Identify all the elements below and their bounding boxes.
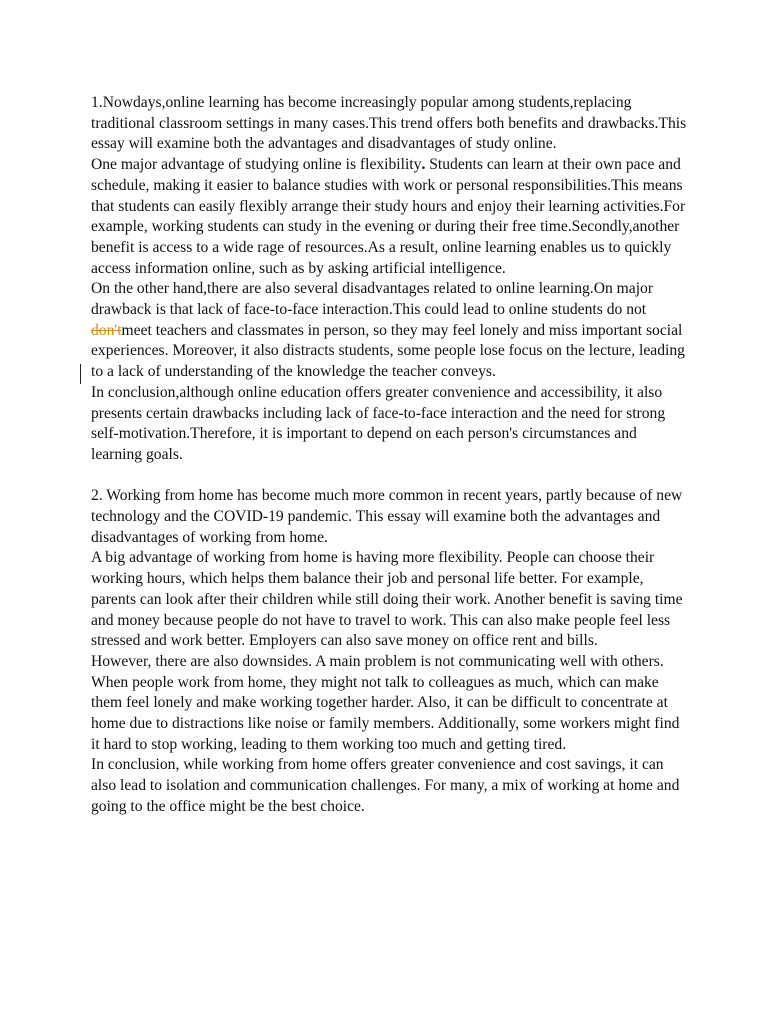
essay2-disadvantages-paragraph: However, there are also downsides. A main problem is not communicating well with others. When people work from home, they might not talk to colleagues as much, which can make them feel lonely and make working together harder. Also, it can be difficult to concentrate at home due to distractions like noise or family members. Additionally, some workers might find it hard to stop working, leading to them working too much and getting tired.	[91, 652, 680, 753]
text-cursor	[80, 364, 81, 384]
blank-line	[91, 466, 691, 487]
tracked-deletion[interactable]: don't	[91, 321, 122, 339]
essay1-disadvantages-text-b: meet teachers and classmates in person, so they may feel lonely and miss important social experiences. Moreover, it also distracts students, some people lose focus on the lecture, leading to a lack of understanding of the knowledge the teacher conveys.	[91, 321, 685, 381]
essay1-advantages-text-a: One major advantage of studying online is flexibility	[91, 156, 422, 174]
essay1-intro-paragraph: 1.Nowdays,online learning has become increasingly popular among students,replacing traditional classroom settings in many cases.This trend offers both benefits and drawbacks.This essay will examine both the advantages and disadvantages of study online.	[91, 94, 687, 153]
essay1-advantages-bold-period: .	[421, 156, 426, 174]
document-body[interactable]	[91, 93, 691, 818]
essay1-advantages-paragraph	[91, 155, 691, 279]
essay2-intro-paragraph: 2. Working from home has become much more common in recent years, partly because of new technology and the COVID-19 pandemic. This essay will examine both the advantages and disadvantages of working from home.	[91, 487, 683, 546]
essay1-conclusion-paragraph: In conclusion,although online education offers greater convenience and accessibility, it also presents certain drawbacks including lack of face-to-face interaction and the need for strong self-motivation.Therefore, it is important to depend on each person's circumstances and learning goals.	[91, 383, 666, 463]
essay2-conclusion-paragraph: In conclusion, while working from home offers greater convenience and cost savings, it can also lead to isolation and communication challenges. For many, a mix of working at home and going to the office might be the best choice.	[91, 756, 680, 815]
essay2-advantages-paragraph: A big advantage of working from home is having more flexibility. People can choose their working hours, which helps them balance their job and personal life better. For example, parents can look after their children while still doing their work. Another benefit is saving time and money because people do not have to travel to work. This can also make people feel less stressed and work better. Employers can also save money on office rent and bills.	[91, 549, 683, 650]
essay1-advantages-text-b: Students can learn at their own pace and schedule, making it easier to balance studies with work or personal responsibilities.This means that students can easily flexibly arrange their study hours and enjoy their learning activities.For example, working students can study in the evening or during their free time.Secondly,another benefit is access to a wide rage of resources.As a result, online learning enables us to quickly access information online, such as by asking artificial intelligence.	[91, 156, 686, 277]
essay1-disadvantages-paragraph	[91, 279, 691, 383]
essay1-disadvantages-text-a: On the other hand,there are also several disadvantages related to online learning.On major drawback is that lack of face-to-face interaction.This could lead to online students do not	[91, 280, 654, 319]
